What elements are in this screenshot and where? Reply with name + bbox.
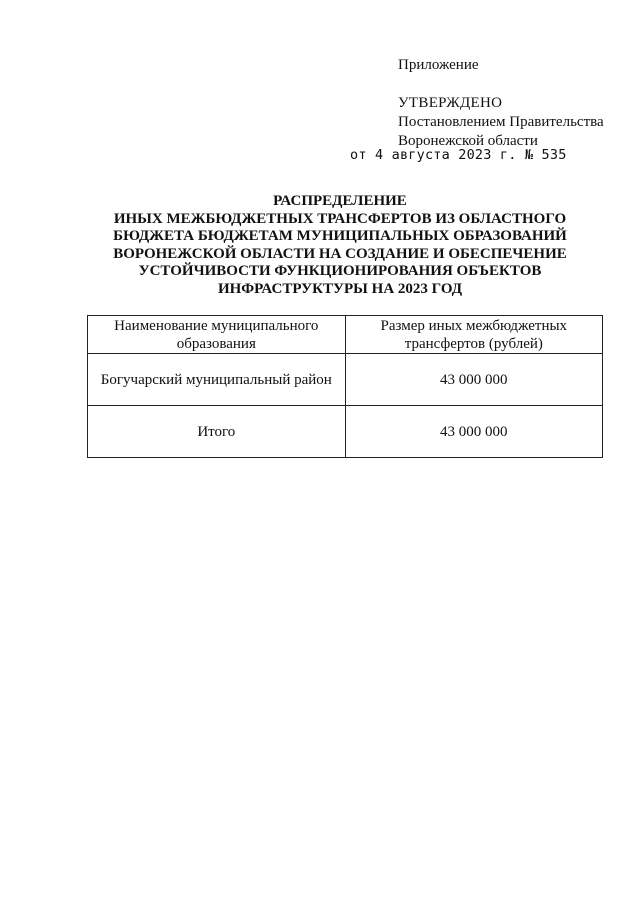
approval-block [398, 56, 634, 151]
total-row [88, 406, 603, 458]
title-line: ИНФРАСТРУКТУРЫ НА 2023 ГОД [217, 280, 463, 297]
approved-by-line-1: Постановлением Правительства [398, 114, 604, 130]
column-header-amount [345, 316, 602, 354]
municipality-cell: Богучарский муниципальный район [88, 354, 346, 406]
table-header-row [88, 316, 603, 354]
title-line: РАСПРЕДЕЛЕНИЕ [273, 193, 407, 209]
total-label-cell: Итого [88, 406, 346, 458]
approved-label: УТВЕРЖДЕНО [398, 95, 503, 111]
header-text: Размер иных межбюджетных [380, 317, 568, 334]
annex-label: Приложение [398, 57, 479, 73]
title-line: ИНЫХ МЕЖБЮДЖЕТНЫХ ТРАНСФЕРТОВ ИЗ ОБЛАСТНОГО [113, 210, 567, 227]
amount-cell: 43 000 000 [345, 354, 602, 406]
document-title [100, 193, 580, 299]
total-amount-cell: 43 000 000 [345, 406, 602, 458]
approved-by-line-2: Воронежской области [398, 133, 538, 149]
distribution-table [87, 315, 603, 458]
header-text: образования [176, 335, 256, 352]
header-text: Наименование муниципального [114, 317, 319, 334]
title-line: ВОРОНЕЖСКОЙ ОБЛАСТИ НА СОЗДАНИЕ И ОБЕСПЕЧЕНИЕ [113, 245, 567, 262]
title-line: УСТОЙЧИВОСТИ ФУНКЦИОНИРОВАНИЯ ОБЪЕКТОВ [138, 263, 542, 280]
resolution-date: от 4 августа 2023 г. № 535 [350, 147, 567, 163]
table-row [88, 354, 603, 406]
header-text: трансфертов (рублей) [404, 335, 543, 352]
title-line: БЮДЖЕТА БЮДЖЕТАМ МУНИЦИПАЛЬНЫХ ОБРАЗОВАНИЙ [113, 228, 567, 245]
column-header-municipality [88, 316, 346, 354]
